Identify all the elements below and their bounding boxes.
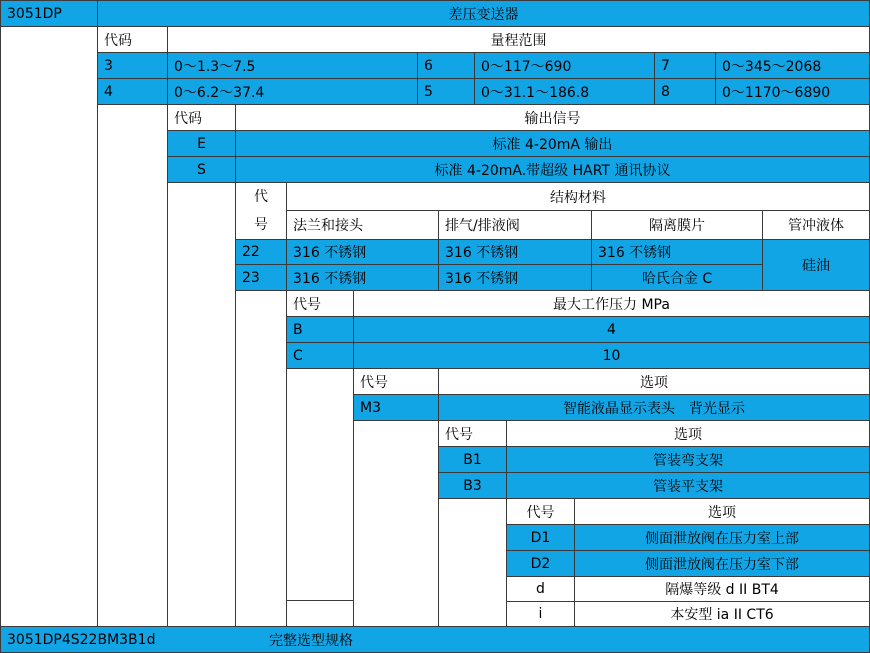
bracket-desc: 管装弯支架 [506, 446, 870, 473]
blank-column-6 [353, 420, 439, 627]
output-code: E [167, 130, 236, 157]
material-flange: 316 不锈钢 [286, 264, 439, 291]
left-blank-column [0, 26, 98, 627]
valve-code: d [506, 576, 575, 602]
footer-bar [0, 626, 870, 653]
pressure-value: 4 [353, 316, 870, 343]
footer-example: 3051DP4S22BM3B1d [7, 631, 156, 648]
range-value: 0～31.1～186.8 [474, 78, 655, 105]
valve-desc: 隔爆等级 d II BT4 [574, 576, 870, 602]
blank-column-5 [286, 368, 354, 601]
range-code: 8 [654, 78, 716, 105]
range-value: 0～117～690 [474, 52, 655, 79]
pressure-value: 10 [353, 342, 870, 369]
display-code-header: 代号 [353, 368, 439, 395]
blank-column-2 [97, 104, 168, 627]
range-title: 量程范围 [167, 26, 870, 53]
range-value: 0～345～2068 [715, 52, 870, 79]
material-diaphragm: 316 不锈钢 [591, 239, 763, 265]
material-title: 结构材料 [286, 182, 870, 211]
pressure-title: 最大工作压力 MPa [353, 290, 870, 317]
range-code-header: 代码 [97, 26, 168, 53]
bracket-desc: 管装平支架 [506, 472, 870, 499]
pressure-code-header: 代号 [286, 290, 354, 317]
material-code: 23 [235, 264, 287, 291]
output-title: 输出信号 [235, 104, 870, 131]
range-code: 5 [417, 78, 475, 105]
pressure-code: B [286, 316, 354, 343]
range-value: 0～6.2～37.4 [167, 78, 418, 105]
display-desc: 智能液晶显示表头 背光显示 [438, 394, 870, 421]
material-column-header: 排气/排液阀 [438, 210, 592, 240]
blank-column-4 [235, 290, 287, 627]
material-code-header [235, 182, 287, 240]
material-code-header-line1: 代 [254, 189, 268, 205]
blank-column-3 [167, 182, 236, 627]
valve-code: i [506, 601, 575, 627]
material-diaphragm: 哈氏合金 C [591, 264, 763, 291]
valve-code: D2 [506, 550, 575, 577]
range-code: 3 [97, 52, 168, 79]
material-valve: 316 不锈钢 [438, 239, 592, 265]
material-column-header: 管冲液体 [762, 210, 870, 240]
valve-desc: 侧面泄放阀在压力室上部 [574, 524, 870, 551]
page-title: 差压变送器 [97, 0, 870, 27]
valve-code: D1 [506, 524, 575, 551]
model-cell: 3051DP [0, 0, 98, 27]
footer-label: 完整选型规格 [269, 632, 353, 649]
valve-title: 选项 [574, 498, 870, 525]
bracket-code-header: 代号 [438, 420, 507, 447]
range-code: 4 [97, 78, 168, 105]
material-code: 22 [235, 239, 287, 265]
range-value: 0～1.3～7.5 [167, 52, 418, 79]
display-title: 选项 [438, 368, 870, 395]
output-desc: 标准 4-20mA 输出 [235, 130, 870, 157]
material-fill: 硅油 [762, 239, 870, 291]
bracket-code: B3 [438, 472, 507, 499]
output-code: S [167, 156, 236, 183]
display-code: M3 [353, 394, 439, 421]
material-code-header-line2: 号 [254, 217, 268, 233]
bracket-code: B1 [438, 446, 507, 473]
material-flange: 316 不锈钢 [286, 239, 439, 265]
material-column-header: 隔离膜片 [591, 210, 763, 240]
valve-desc: 侧面泄放阀在压力室下部 [574, 550, 870, 577]
range-code: 7 [654, 52, 716, 79]
pressure-code: C [286, 342, 354, 369]
material-valve: 316 不锈钢 [438, 264, 592, 291]
blank-cell-8 [286, 600, 354, 627]
material-column-header: 法兰和接头 [286, 210, 439, 240]
output-desc: 标准 4-20mA.带超级 HART 通讯协议 [235, 156, 870, 183]
valve-code-header: 代号 [506, 498, 575, 525]
valve-desc: 本安型 ia II CT6 [574, 601, 870, 627]
output-code-header: 代码 [167, 104, 236, 131]
bracket-title: 选项 [506, 420, 870, 447]
blank-column-7 [438, 498, 507, 627]
range-code: 6 [417, 52, 475, 79]
range-value: 0～1170～6890 [715, 78, 870, 105]
